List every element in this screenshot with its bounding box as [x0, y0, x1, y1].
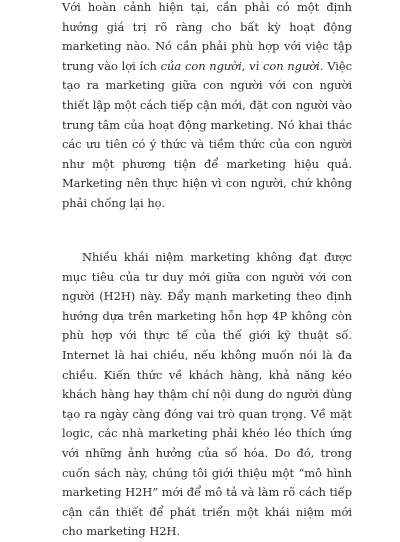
paragraph-1-italic-phrase: của con người, vì con người: [160, 58, 320, 73]
paragraph-1-text-start: Với hoàn cảnh hiện tại, cần phải có một định hướng giá trị rõ ràng cho bất kỳ hoạt động marketing nào. Nó cần phải phù hợp với việc tập trung vào lợi ích: [62, 0, 352, 73]
paragraph-1: [62, 0, 352, 214]
paragraph-1-text-end: . Việc tạo ra marketing giữa con người với con người thiết lập một cách tiếp cận mới, đặt con người vào trung tâm của hoạt động marketing. Nó khai thác các ưu tiên có ý thức và tiềm thức của con người như một phương tiện để marketing hiệu quả. Marketing nên thực hiện vì con người, chứ không phải chống lại họ.: [62, 58, 353, 210]
paragraph-2: Nhiều khái niệm marketing không đạt được mục tiêu của tư duy mới giữa con người với con người (H2H) này. Đẩy mạnh marketing theo định hướng dựa trên marketing hỗn hợp 4P không còn phù hợp với thực tế của thế giới kỹ thuật số. Internet là hai chiều, nếu không muốn nói là đa chiều. Kiến thức về khách hàng, khả năng kéo khách hàng hay thậm chí nội dung do người dùng tạo ra ngày càng đóng vai trò quan trọng. Về mặt logic, các nhà marketing phải khéo léo thích ứng với những ảnh hưởng của số hóa. Do đó, trong cuốn sách này, chúng tôi giới thiệu một “mô hình marketing H2H” mới để mô tả và làm rõ cách tiếp cận cần thiết để phát triển một khái niệm mới cho marketing H2H.: [62, 250, 352, 539]
